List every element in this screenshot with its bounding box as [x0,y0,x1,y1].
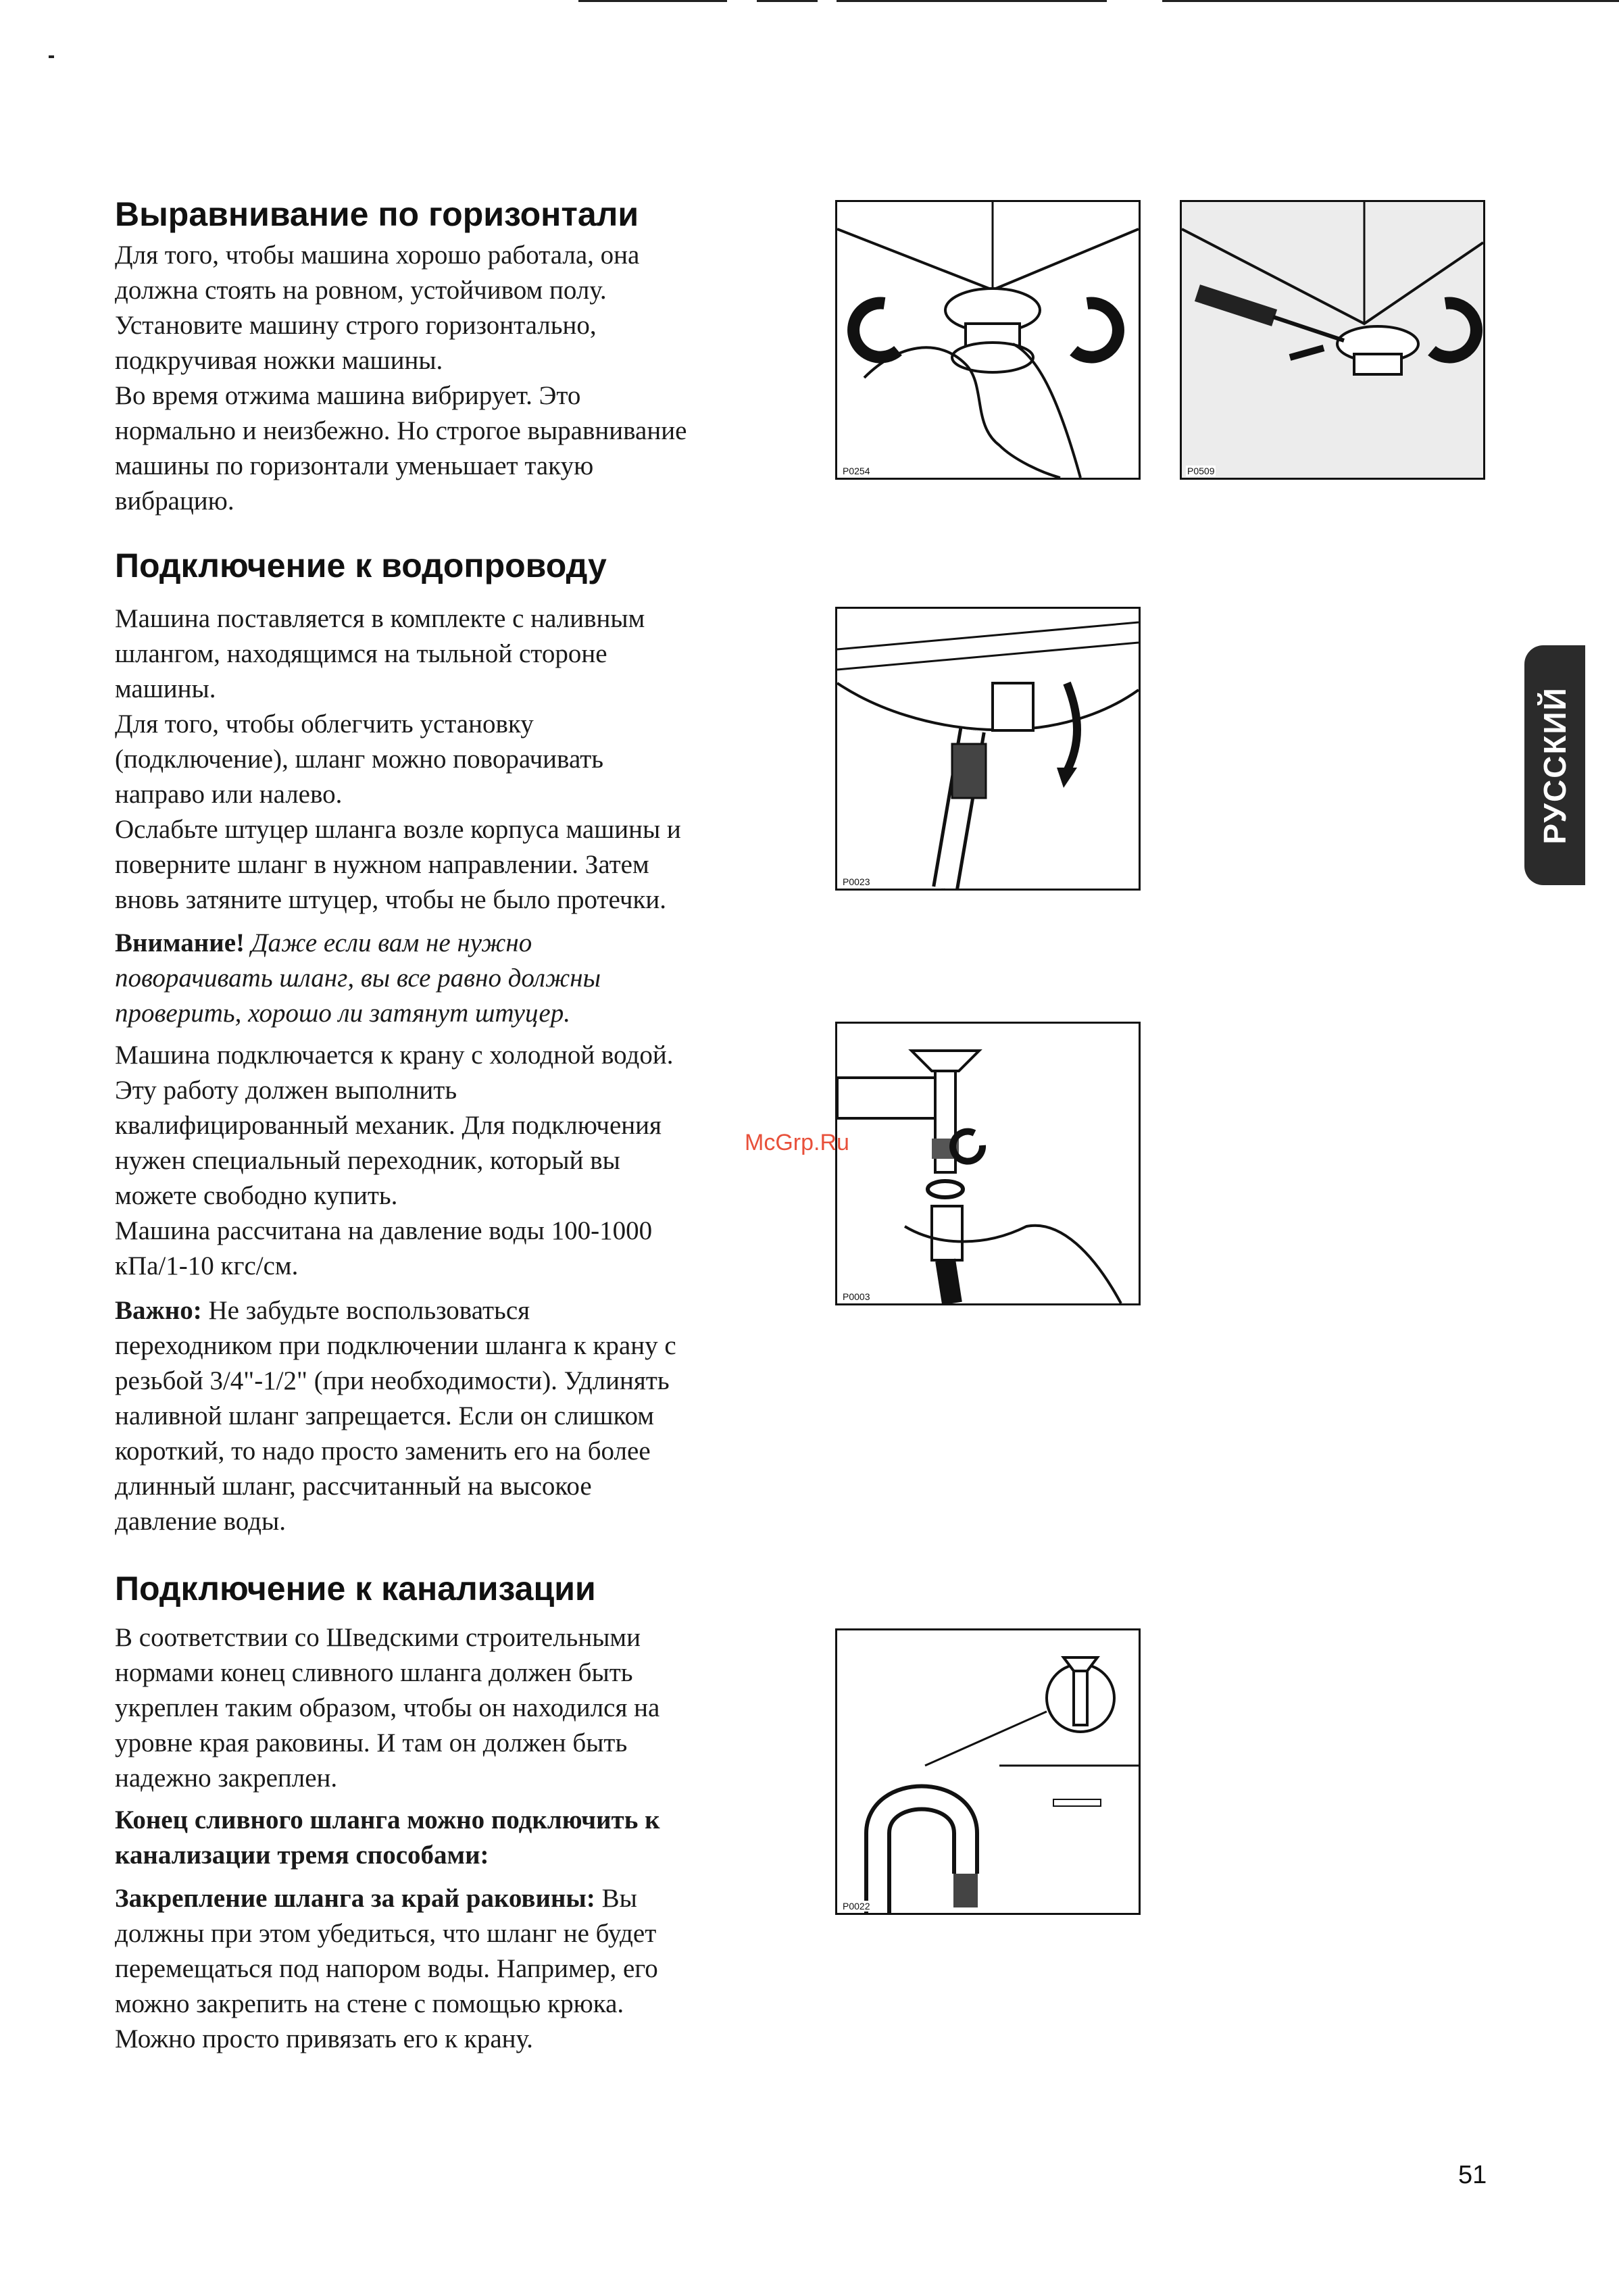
text-line: Для того, чтобы машина хорошо работала, она [115,241,640,270]
figure-tap-connection [835,1022,1141,1305]
language-tab [1524,645,1585,885]
figure-code: P0509 [1187,466,1215,476]
paragraph-drain [115,1620,659,1796]
text-line: Конец сливного шланга можно подключить к [115,1805,660,1835]
figure-drain-hose [835,1628,1141,1915]
important-text: короткий, то надо просто заменить его на более [115,1437,651,1466]
figure-code: P0003 [843,1291,870,1302]
warning-text: Даже если вам не нужно [251,928,532,957]
text-line: должны при этом убедиться, что шланг не будет [115,1919,657,1948]
scan-line [757,0,818,2]
drain-hose-illustration [837,1630,1139,1913]
paragraph-water-supply [115,601,681,918]
sink-text: Вы [601,1884,637,1913]
text-line: Ослабьте штуцер шланга возле корпуса машины и [115,815,681,844]
text-line: машины по горизонтали уменьшает такую [115,451,594,480]
scan-line [1162,0,1619,2]
important-text: Не забудьте воспользоваться [208,1296,530,1325]
figure-leveling-hand [835,200,1141,480]
text-line: направо или налево. [115,780,343,809]
figure-inlet-hose [835,607,1141,891]
text-line: нужен специальный переходник, который вы [115,1146,620,1175]
text-line: Для того, чтобы облегчить установку [115,709,534,739]
text-line: Машина рассчитана на давление воды 100-1000 [115,1216,653,1245]
scan-dot [49,55,54,58]
sink-label: Закрепление шланга за край раковины: [115,1884,595,1913]
warning-label: Внимание! [115,928,245,957]
text-line: Машина подключается к крану с холодной водой. [115,1041,674,1070]
important-text: давление воды. [115,1507,286,1536]
text-line: В соответствии со Шведскими строительными [115,1623,641,1652]
important-note [115,1293,676,1539]
tap-connection-illustration [837,1024,1139,1303]
text-line: Можно просто привязать его к крану. [115,2024,533,2053]
language-tab-label: РУССКИЙ [1537,686,1572,845]
paragraph-leveling [115,238,687,519]
text-line: вибрацию. [115,486,234,516]
text-line: подкручивая ножки машины. [115,346,443,375]
leveling-screwdriver-illustration [1182,202,1483,478]
warning-note [115,926,601,1031]
text-line: можете свободно купить. [115,1181,398,1210]
text-line: можно закрепить на стене с помощью крюка. [115,1989,624,2018]
text-line: Эту работу должен выполнить [115,1076,457,1105]
text-line: укреплен таким образом, чтобы он находился на [115,1693,660,1722]
heading-drain: Подключение к канализации [115,1570,596,1607]
figure-code: P0254 [843,466,870,476]
text-line: уровне края раковины. И там он должен быть [115,1728,628,1757]
important-text: переходником при подключении шланга к крану с [115,1331,676,1360]
heading-water-supply: Подключение к водопроводу [115,547,607,584]
text-line: кПа/1-10 кгс/см. [115,1251,299,1280]
text-line: Установите машину строго горизонтально, [115,311,597,340]
text-line: перемещаться под напором воды. Например, его [115,1954,658,1983]
text-line: квалифицированный механик. Для подключения [115,1111,662,1140]
text-line: нормами конец сливного шланга должен быть [115,1658,633,1687]
paragraph-tap-connection [115,1038,674,1284]
text-line: поверните шланг в нужном направлении. Затем [115,850,649,879]
drain-methods-note [115,1803,660,1873]
text-line: (подключение), шланг можно поворачивать [115,745,604,774]
important-text: длинный шланг, рассчитанный на высокое [115,1472,592,1501]
leveling-hand-illustration [837,202,1139,478]
watermark: McGrp.Ru [745,1130,849,1155]
text-line: вновь затяните штуцер, чтобы не было протечки. [115,885,667,914]
text-line: должна стоять на ровном, устойчивом полу. [115,276,607,305]
page-number: 51 [1458,2161,1487,2189]
text-line: канализации тремя способами: [115,1841,489,1870]
text-line: машины. [115,674,216,703]
text-line: надежно закреплен. [115,1764,338,1793]
figure-code: P0022 [843,1901,870,1912]
text-line: Машина поставляется в комплекте с наливным [115,604,645,633]
important-label: Важно: [115,1296,202,1325]
inlet-hose-illustration [837,609,1139,889]
figure-code: P0023 [843,876,870,887]
heading-leveling: Выравнивание по горизонтали [115,195,639,233]
important-text: наливной шланг запрещается. Если он слишком [115,1401,654,1430]
warning-text: проверить, хорошо ли затянут штуцер. [115,999,570,1028]
figure-leveling-screwdriver [1180,200,1485,480]
text-line: нормально и неизбежно. Но строгое выравнивание [115,416,687,445]
important-text: резьбой 3/4"-1/2" (при необходимости). Удлинять [115,1366,670,1395]
scan-line [837,0,1107,2]
scan-line [578,0,727,2]
warning-text: поворачивать шланг, вы все равно должны [115,964,601,993]
text-line: шлангом, находящимся на тыльной стороне [115,639,607,668]
paragraph-sink-mount [115,1881,658,2057]
text-line: Во время отжима машина вибрирует. Это [115,381,581,410]
